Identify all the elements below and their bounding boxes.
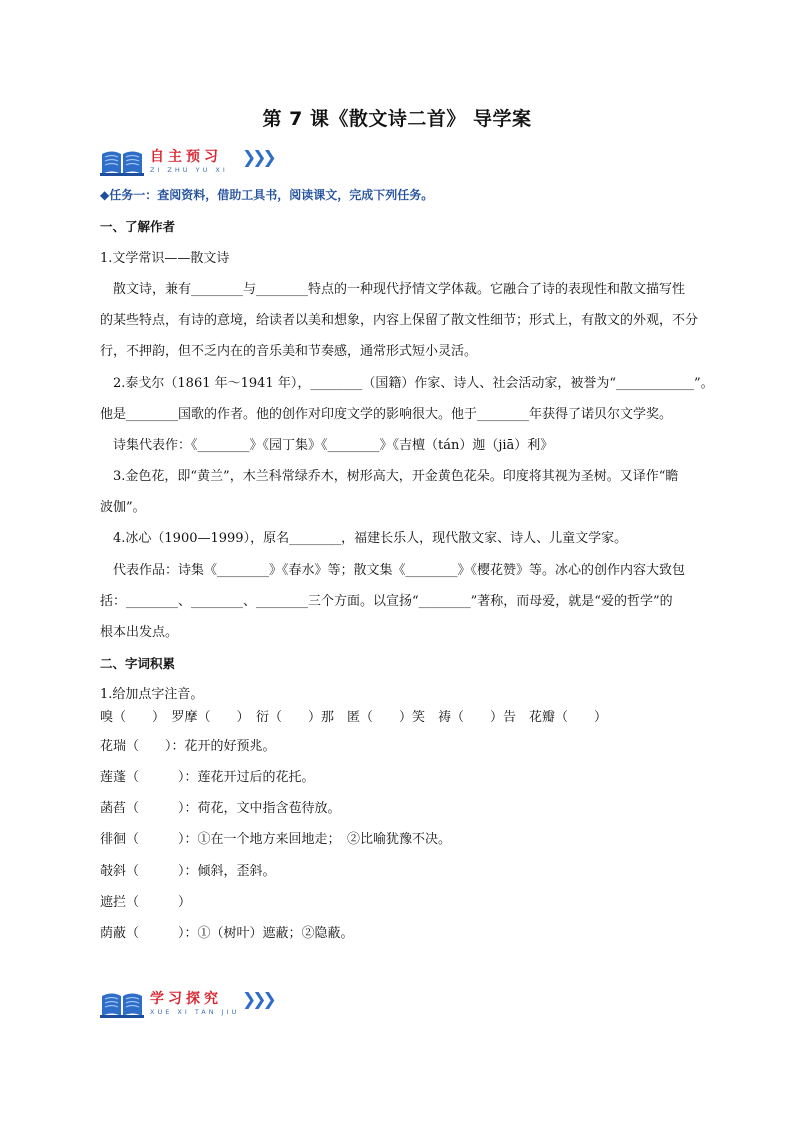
pinyin-row: 嗅（ ） 罗摩（ ） 衍（ ）那 匿（ ）笑 祷（ ）告 花瓣（ ） <box>100 710 608 725</box>
section-label: 自主预习 <box>150 149 222 165</box>
word-item: 菡萏（ ）：荷花，文中指含苞待放。 <box>100 801 341 816</box>
heading-know-authors: 一、了解作者 <box>100 219 176 234</box>
chevron-right-icon: ❯❯❯ <box>242 148 273 168</box>
text-line: 1.给加点字注音。 <box>100 687 204 702</box>
text-line: 4.冰心（1900—1999），原名________，福建长乐人，现代散文家、诗人、儿童文学家。 <box>113 531 628 546</box>
section-banner-explore <box>100 988 280 1022</box>
word-item: 荫蔽（ ）：①（树叶）遮蔽；②隐蔽。 <box>100 926 354 941</box>
word-item: 攲斜（ ）：倾斜，歪斜。 <box>100 864 276 879</box>
text-line: 的某些特点，有诗的意境，给读者以美和想象，内容上保留了散文性细节；形式上，有散文的外观，不分 <box>100 313 699 328</box>
text-line: 行，不押韵，但不乏内在的音乐美和节奏感，通常形式短小灵活。 <box>100 344 478 359</box>
open-book-icon <box>100 990 144 1018</box>
section-pinyin: XUE XI TAN JIU <box>150 1008 240 1016</box>
section-pinyin: ZI ZHU YU XI <box>150 166 228 174</box>
task-instruction: ◆任务一：查阅资料，借助工具书，阅读课文，完成下列任务。 <box>100 188 434 202</box>
text-line: 散文诗，兼有________与________特点的一种现代抒情文学体裁。它融合了诗的表现性和散文描写性 <box>113 282 686 297</box>
word-item: 遮拦（ ） <box>100 895 192 910</box>
text-line: 3.金色花，即“黄兰”，木兰科常绿乔木，树形高大，开金黄色花朵。印度将其视为圣树。又译作“瞻 <box>113 469 679 484</box>
text-line: 诗集代表作：《________》《园丁集》《________》《吉檀（tán）迦（jiā）利》 <box>113 438 554 453</box>
chevron-right-icon: ❯❯❯ <box>242 990 273 1010</box>
word-item: 徘徊（ ）：①在一个地方来回地走； ②比喻犹豫不决。 <box>100 832 452 847</box>
open-book-icon <box>100 148 144 176</box>
text-line: 他是________国歌的作者。他的创作对印度文学的影响很大。他于________年获得了诺贝尔文学奖。 <box>100 407 673 422</box>
text-line: 波伽”。 <box>100 500 146 515</box>
text-line: 2.泰戈尔（1861 年～1941 年），________（国籍）作家、诗人、社会活动家，被誉为“____________”。 <box>113 376 714 391</box>
heading-vocabulary: 二、字词积累 <box>100 656 176 671</box>
text-line: 根本出发点。 <box>100 625 179 640</box>
word-item: 花瑞（ ）：花开的好预兆。 <box>100 739 276 754</box>
page-title: 第 7 课《散文诗二首》 导学案 <box>262 108 532 130</box>
text-line: 括：________、________、________三个方面。以宣扬“________”著称，而母爱，就是“爱的哲学”的 <box>100 594 673 609</box>
text-line: 1.文学常识——散文诗 <box>100 251 230 266</box>
text-line: 代表作品：诗集《________》《春水》等；散文集《________》《樱花赞》等。冰心的创作内容大致包 <box>113 563 686 578</box>
section-banner-preview <box>100 146 280 180</box>
section-label: 学习探究 <box>150 991 222 1007</box>
word-item: 莲蓬（ ）：莲花开过后的花托。 <box>100 770 315 785</box>
